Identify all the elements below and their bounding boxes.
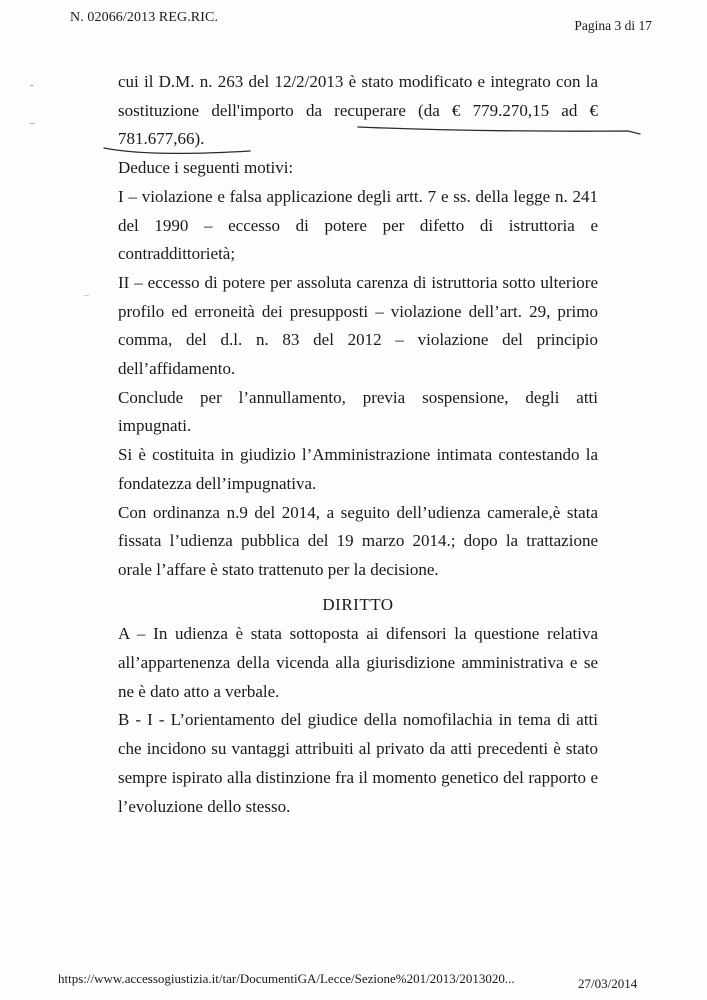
case-reference: N. 02066/2013 REG.RIC.: [70, 10, 219, 25]
paragraph: Deduce i seguenti motivi:: [118, 158, 294, 178]
paragraph: A – In udienza è stata sottoposta ai difensori la questione relativa all’appartenenza della vicenda alla giurisdizione amministrativa e se ne è dato atto a verbale.: [118, 624, 598, 701]
paragraph: cui il D.M. n. 263 del 12/2/2013 è stato modificato e integrato con la sostituzione dell'importo da recuperare (da € 779.270,15 ad € 781.677,66).: [118, 72, 598, 149]
margin-mark-icon: –: [30, 118, 35, 129]
paragraph: II – eccesso di potere per assoluta carenza di istruttoria sotto ulteriore profilo ed erroneità dei presupposti – violazione dell’art. 29, primo comma, del d.l. n. 83 del 2012 – violazione del principio dell’affidamento.: [118, 272, 598, 379]
source-url: https://www.accessogiustizia.it/tar/DocumentiGA/Lecce/Sezione%201/2013/2013020...: [58, 971, 515, 986]
paragraph: Conclude per l’annullamento, previa sospensione, degli atti impugnati.: [118, 387, 598, 436]
paragraph: Si è costituita in giudizio l’Amministrazione intimata contestando la fondatezza dell’impugnativa.: [118, 445, 598, 493]
page-indicator: Pagina 3 di 17: [574, 18, 652, 33]
margin-mark-icon: ‐: [30, 80, 34, 91]
paragraph: B - I - L’orientamento del giudice della nomofilachia in tema di atti che incidono su vantaggi attribuiti al privato da atti precedenti è stato sempre ispirato alla distinzione fra il momento genetico del rapporto e l’evoluzione dello stesso.: [118, 710, 598, 816]
document-body: [118, 68, 598, 821]
paragraph: Con ordinanza n.9 del 2014, a seguito dell’udienza camerale,è stata fissata l’udienza pubblica del 19 marzo 2014.; dopo la trattazione orale l’affare è stato trattenuto per la decisione.: [118, 502, 598, 579]
print-date: 27/03/2014: [578, 976, 638, 991]
paragraph: I – violazione e falsa applicazione degli artt. 7 e ss. della legge n. 241 del 1990 – eccesso di potere per difetto di istruttoria e contraddittorietà;: [118, 186, 598, 264]
section-heading: DIRITTO: [322, 594, 394, 614]
margin-mark-icon: –: [84, 290, 89, 301]
